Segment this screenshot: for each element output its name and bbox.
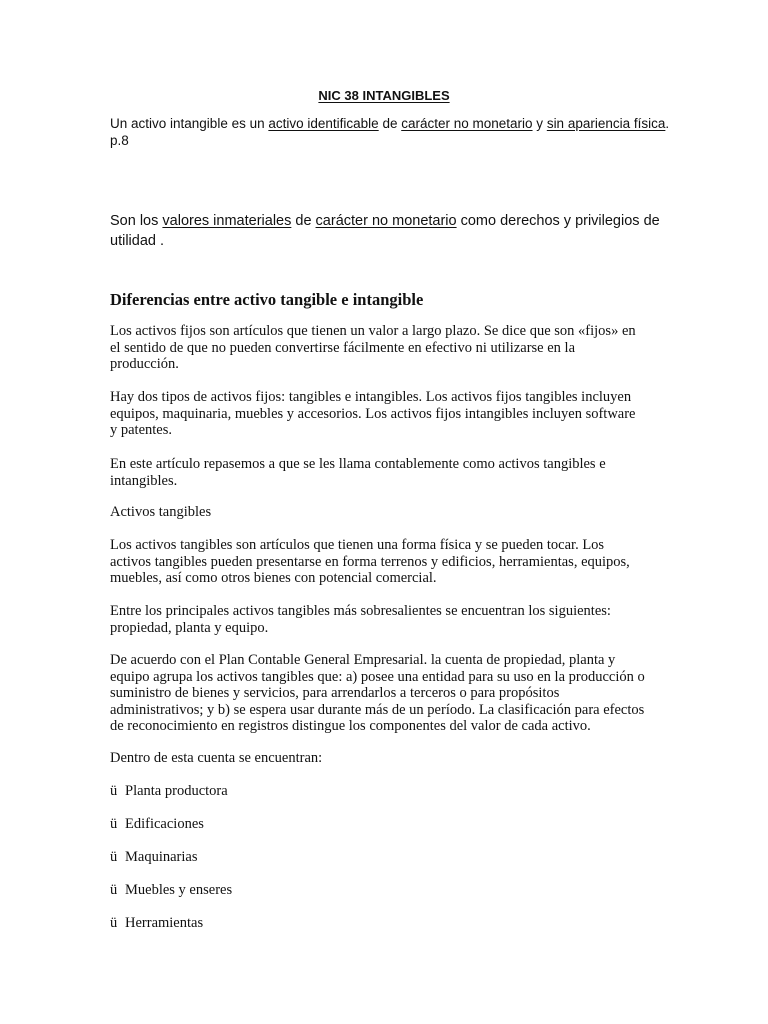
paragraph-line: intangibles. [110,472,178,489]
check-bullet-icon: ü [110,849,118,865]
def-page-ref: p.8 [110,133,129,148]
check-bullet-icon: ü [110,915,118,931]
paragraph-plan-contable [110,652,656,735]
list-item [110,882,232,899]
title-text: NIC 38 INTANGIBLES [318,88,450,103]
list-item-label: Edificaciones [125,816,204,832]
def-underline-identificable: activo identificable [268,116,379,131]
paragraph-articulo [110,456,656,489]
sons-text-d: utilidad . [110,233,165,249]
sons-text-a: Son los [110,213,163,229]
paragraph-line: Dentro de esta cuenta se encuentran: [110,750,323,766]
paragraph-line: propiedad, planta y equipo. [110,619,269,636]
def-text-a: Un activo intangible es un [110,116,269,131]
sons-underline-valores: valores inmateriales [162,213,292,229]
sons-text-b: de [291,213,316,229]
sons-text-c: como derechos y privilegios de [456,213,660,229]
paragraph-line: muebles, así como otros bienes con potencial comercial. [110,570,437,587]
list-item-label: Maquinarias [125,849,198,865]
def-text-c: y [532,116,547,131]
paragraph-tipos [110,389,656,439]
paragraph-line: equipo agrupa los activos tangibles que: a) posee una entidad para su uso en la producción o [110,668,645,685]
paragraph-line: y patentes. [110,422,173,439]
sons-paragraph [110,211,666,251]
check-bullet-icon: ü [110,783,118,799]
paragraph-line: producción. [110,356,179,373]
paragraph-line: Entre los principales activos tangibles más sobresalientes se encuentran los siguientes: [110,603,611,619]
list-item-label: Herramientas [125,915,204,931]
section-heading: Diferencias entre activo tangible e intangible [110,290,424,309]
list-item-label: Planta productora [125,783,228,799]
def-text-d: . [665,116,670,131]
def-underline-no-monetario: carácter no monetario [401,116,533,131]
paragraph-line: de reconocimiento en registros distingue los componentes del valor de cada activo. [110,718,591,735]
definition-paragraph [110,115,670,149]
paragraph-tangibles-def [110,537,656,587]
paragraph-line: Los activos tangibles son artículos que tienen una forma física y se pueden tocar. Los [110,537,605,553]
list-item-label: Muebles y enseres [125,882,233,898]
document-title [0,88,768,103]
list-item [110,849,197,866]
paragraph-line: equipos, maquinaria, muebles y accesorios. Los activos fijos intangibles incluyen software [110,405,636,422]
check-bullet-icon: ü [110,882,118,898]
paragraph-line: En este artículo repasemos a que se les llama contablemente como activos tangibles e [110,456,606,472]
paragraph-line: Hay dos tipos de activos fijos: tangibles e intangibles. Los activos fijos tangibles incluyen [110,389,632,405]
paragraph-line: el sentido de que no pueden convertirse fácilmente en efectivo ni utilizarse en la [110,339,576,356]
sons-underline-no-monetario: carácter no monetario [315,213,457,229]
check-bullet-icon: ü [110,816,118,832]
list-item [110,915,203,932]
paragraph-line: Activos tangibles [110,504,212,520]
paragraph-line: activos tangibles pueden presentarse en forma terrenos y edificios, herramientas, equipos, [110,553,630,570]
subheading-activos-tangibles [110,504,656,521]
paragraph-activos-fijos [110,323,656,373]
paragraph-dentro [110,750,656,767]
paragraph-line: De acuerdo con el Plan Contable General Empresarial. la cuenta de propiedad, planta y [110,652,616,668]
paragraph-line: administrativos; y b) se espera usar durante más de un período. La clasificación para efectos [110,701,645,718]
paragraph-line: suministro de bienes y servicios, para arrendarlos a terceros o para propósitos [110,685,560,702]
list-item [110,816,204,833]
list-item [110,783,228,800]
def-underline-sin-apariencia: sin apariencia física [546,116,666,131]
def-text-b: de [378,116,402,131]
paragraph-principales [110,603,656,636]
paragraph-line: Los activos fijos son artículos que tienen un valor a largo plazo. Se dice que son «fijos» en [110,323,636,339]
